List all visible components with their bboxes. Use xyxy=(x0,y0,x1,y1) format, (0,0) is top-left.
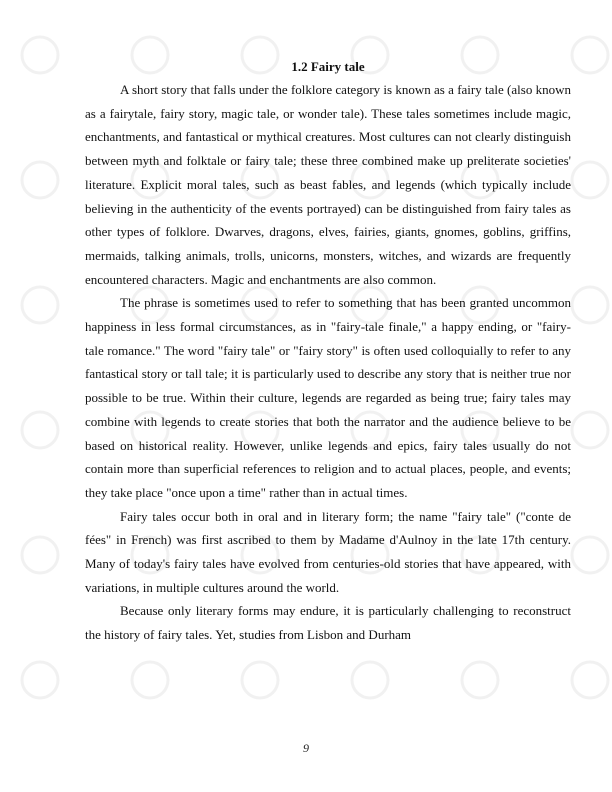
document-body xyxy=(85,56,571,647)
paragraph: Fairy tales occur both in oral and in literary form; the name "fairy tale" ("conte de fées" in French) was first ascribed to them by Madame d'Aulnoy in the late 17th century. Many of today's fairy tales have evolved from centuries-old stories that have appeared, with variations, in multiple cultures around the world. xyxy=(85,508,571,595)
section-title: 1.2 Fairy tale xyxy=(291,59,365,74)
paragraph: Because only literary forms may endure, it is particularly challenging to reconstruct the history of fairy tales. Yet, studies from Lisbon and Durham xyxy=(85,603,571,643)
page-number: 9 xyxy=(303,741,309,755)
paragraph: A short story that falls under the folklore category is known as a fairy tale (also known as a fairytale, fairy story, magic tale, or wonder tale). These tales sometimes include magic, enchantments, and fantastical or mythical creatures. Most cultures can not clearly distinguish between myth and folktale or fairy tale; these three combined make up preliterate societies' literature. Explicit moral tales, such as beast fables, and legends (which typically include believing in the authenticity of the events portrayed) can be distinguished from fairy tales as other types of folklore. Dwarves, dragons, elves, fairies, giants, gnomes, goblins, griffins, mermaids, talking animals, trolls, unicorns, monsters, witches, and wizards are frequently encountered characters. Magic and enchantments are also common. xyxy=(85,82,571,287)
paragraph: The phrase is sometimes used to refer to something that has been granted uncommon happiness in less formal circumstances, as in "fairy-tale finale," a happy ending, or "fairy-tale romance." The word "fairy tale" or "fairy story" is often used colloquially to refer to any fantastical story or tall tale; it is particularly used to describe any story that is neither true nor possible to be true. Within their culture, legends are regarded as being true; fairy tales may combine with legends to create stories that both the narrator and the audience believe to be based on historical reality. However, unlike legends and epics, fairy tales usually do not contain more than superficial references to religion and to actual places, people, and events; they take place "once upon a time" rather than in actual times. xyxy=(85,295,571,500)
